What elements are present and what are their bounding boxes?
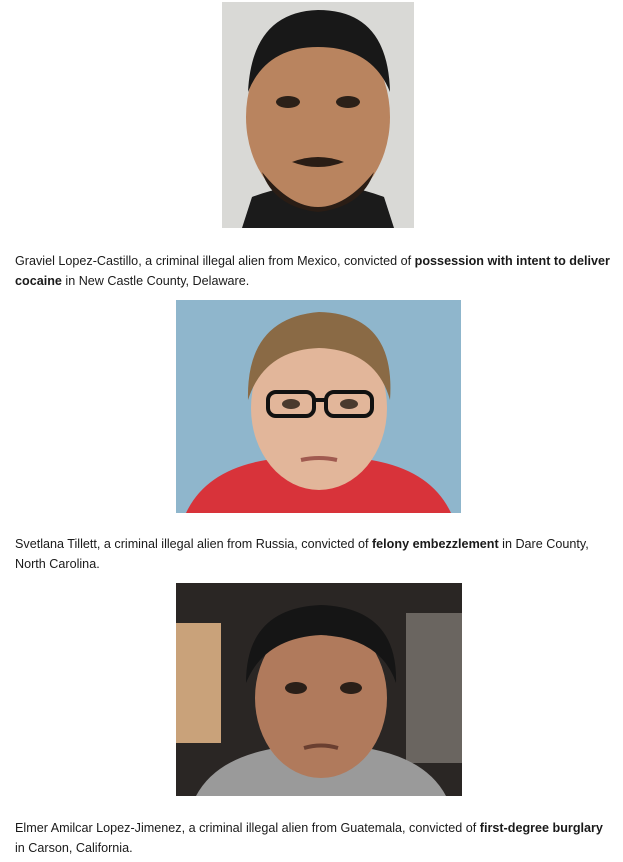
mugshot-photo <box>222 2 414 228</box>
caption-text: Graviel Lopez-Castillo, a criminal illegal alien from Mexico, convicted of <box>15 254 415 268</box>
caption <box>15 818 610 858</box>
location-text: in Carson, California. <box>15 841 133 855</box>
mugshot-photo <box>176 300 461 513</box>
location-text: in Dare County, North Carolina. <box>15 537 589 571</box>
offense: first-degree burglary <box>479 821 603 835</box>
offense: felony embezzlement <box>371 537 499 551</box>
caption-text: Elmer Amilcar Lopez-Jimenez, a criminal illegal alien from Guatemala, convicted of <box>15 821 480 835</box>
offense: possession with intent to deliver cocaine <box>15 254 610 288</box>
caption-text: Svetlana Tillett, a criminal illegal alien from Russia, convicted of <box>15 537 372 551</box>
caption <box>15 251 610 291</box>
location-text: in New Castle County, Delaware. <box>61 274 250 288</box>
caption <box>15 534 610 574</box>
mugshot-photo <box>176 583 462 796</box>
